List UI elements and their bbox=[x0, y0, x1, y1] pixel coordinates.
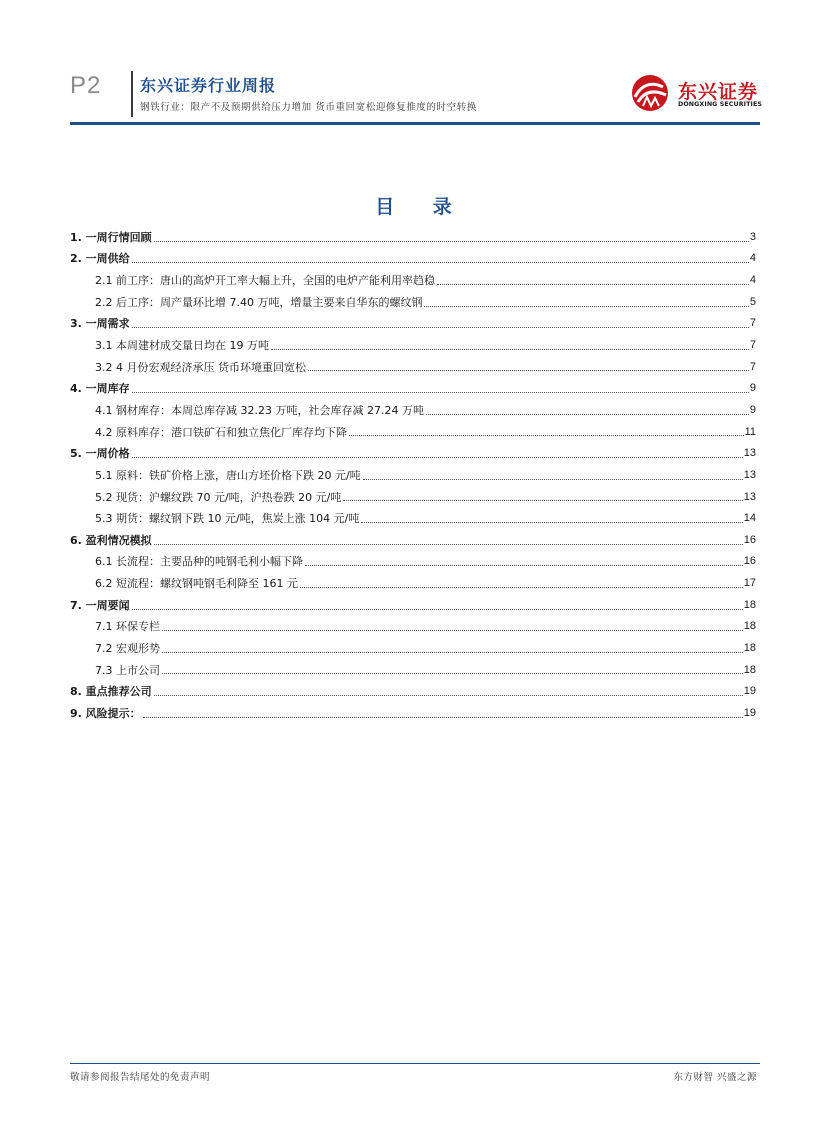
toc-entry-label: 8. 重点推荐公司 bbox=[70, 685, 152, 699]
toc-subsection-link[interactable] bbox=[70, 659, 756, 681]
toc-entry-label: 2.1 前工序：唐山的高炉开工率大幅上升，全国的电炉产能利用率趋稳 bbox=[95, 274, 435, 288]
toc-page-number: 3 bbox=[749, 230, 756, 243]
toc-section-link[interactable] bbox=[70, 680, 756, 702]
header-rule bbox=[70, 122, 760, 125]
toc-page-number: 9 bbox=[749, 403, 756, 416]
footer-disclaimer: 敬请参阅报告结尾处的免责声明 bbox=[70, 1072, 211, 1083]
toc-leader-dots bbox=[132, 326, 749, 328]
toc-leader-dots bbox=[361, 521, 742, 523]
toc-entry-label: 4.1 钢材库存：本周总库存减 32.23 万吨，社会库存减 27.24 万吨 bbox=[95, 403, 424, 417]
toc-section-link[interactable] bbox=[70, 594, 756, 616]
toc-entry-label: 9. 风险提示： bbox=[70, 706, 141, 720]
toc-subsection-link[interactable] bbox=[70, 486, 756, 508]
page-header bbox=[0, 0, 827, 130]
toc-page-number: 18 bbox=[743, 641, 756, 654]
report-subtitle: 钢铁行业：限产不及预期供给压力增加 货币重回宽松迎修复推度的时空转换 bbox=[140, 102, 477, 113]
header-divider bbox=[131, 71, 133, 117]
company-logo bbox=[629, 73, 762, 113]
toc-page-number: 14 bbox=[743, 512, 756, 525]
toc-entry-label: 1. 一周行情回顾 bbox=[70, 230, 152, 244]
toc-entry-label: 6.1 长流程：主要品种的吨钢毛利小幅下降 bbox=[95, 555, 303, 569]
toc-page-number: 18 bbox=[743, 620, 756, 633]
toc-leader-dots bbox=[349, 434, 744, 436]
toc-leader-dots bbox=[343, 499, 742, 501]
toc-leader-dots bbox=[132, 608, 743, 610]
toc-page-number: 4 bbox=[749, 252, 756, 265]
footer-rule bbox=[70, 1063, 760, 1064]
toc-page-number: 13 bbox=[743, 490, 756, 503]
toc-entry-label: 2. 一周供给 bbox=[70, 252, 130, 266]
toc-page-number: 13 bbox=[743, 447, 756, 460]
toc-section-link[interactable] bbox=[70, 377, 756, 399]
toc-leader-dots bbox=[300, 586, 743, 588]
toc-leader-dots bbox=[132, 391, 749, 393]
toc-page-number: 19 bbox=[743, 706, 756, 719]
toc-leader-dots bbox=[162, 651, 743, 653]
toc-subsection-link[interactable] bbox=[70, 291, 756, 313]
toc-entry-label: 2.2 后工序：周产量环比增 7.40 万吨，增量主要来自华东的螺纹钢 bbox=[95, 295, 423, 309]
toc-leader-dots bbox=[426, 413, 749, 415]
toc-section-link[interactable] bbox=[70, 442, 756, 464]
toc-leader-dots bbox=[154, 543, 743, 545]
toc-page-number: 11 bbox=[744, 425, 756, 438]
toc-entry-label: 6. 盈利情况模拟 bbox=[70, 533, 152, 547]
toc-subsection-link[interactable] bbox=[70, 421, 756, 443]
toc-entry-label: 3.2 4 月份宏观经济承压 货币环境重回宽松 bbox=[95, 360, 306, 374]
toc-page-number: 13 bbox=[743, 468, 756, 481]
toc-subsection-link[interactable] bbox=[70, 464, 756, 486]
toc-page-number: 7 bbox=[749, 360, 756, 373]
toc-page-number: 17 bbox=[743, 577, 756, 590]
toc-page-number: 9 bbox=[749, 382, 756, 395]
toc-leader-dots bbox=[132, 456, 743, 458]
toc-leader-dots bbox=[271, 348, 749, 350]
toc-entry-label: 5.2 现货：沪螺纹跌 70 元/吨，沪热卷跌 20 元/吨 bbox=[95, 490, 342, 504]
toc-entry-label: 5.3 期货：螺纹钢下跌 10 元/吨，焦炭上涨 104 元/吨 bbox=[95, 512, 360, 526]
toc-leader-dots bbox=[162, 629, 743, 631]
toc-entry-label: 4.2 原料库存：港口铁矿石和独立焦化厂库存均下降 bbox=[95, 425, 347, 439]
toc-section-link[interactable] bbox=[70, 226, 756, 248]
toc-subsection-link[interactable] bbox=[70, 637, 756, 659]
toc-leader-dots bbox=[154, 240, 749, 242]
footer-slogan: 东方财智 兴盛之源 bbox=[673, 1072, 757, 1083]
logo-text-en: DONGXING SECURITIES bbox=[678, 101, 762, 108]
page-number: P2 bbox=[70, 72, 102, 99]
toc-entry-label: 6.2 短流程：螺纹钢吨钢毛利降至 161 元 bbox=[95, 577, 298, 591]
toc-leader-dots bbox=[132, 261, 749, 263]
toc-section-link[interactable] bbox=[70, 313, 756, 335]
toc-subsection-link[interactable] bbox=[70, 356, 756, 378]
toc-subsection-link[interactable] bbox=[70, 551, 756, 573]
report-title: 东兴证券行业周报 bbox=[140, 76, 277, 95]
toc-section-link[interactable] bbox=[70, 248, 756, 270]
toc-subsection-link[interactable] bbox=[70, 572, 756, 594]
toc-section-link[interactable] bbox=[70, 702, 756, 724]
toc-leader-dots bbox=[308, 369, 749, 371]
toc-page-number: 19 bbox=[743, 685, 756, 698]
table-of-contents bbox=[70, 226, 756, 724]
toc-entry-label: 7.2 宏观形势 bbox=[95, 641, 160, 655]
toc-leader-dots bbox=[437, 283, 749, 285]
toc-page-number: 5 bbox=[749, 295, 756, 308]
toc-entry-label: 5.1 原料：铁矿价格上涨，唐山方坯价格下跌 20 元/吨 bbox=[95, 468, 361, 482]
toc-subsection-link[interactable] bbox=[70, 507, 756, 529]
toc-entry-label: 7.1 环保专栏 bbox=[95, 620, 160, 634]
toc-page-number: 18 bbox=[743, 598, 756, 611]
toc-subsection-link[interactable] bbox=[70, 399, 756, 421]
toc-subsection-link[interactable] bbox=[70, 334, 756, 356]
toc-page-number: 4 bbox=[749, 274, 756, 287]
toc-entry-label: 7.3 上市公司 bbox=[95, 663, 160, 677]
toc-leader-dots bbox=[143, 716, 743, 718]
toc-leader-dots bbox=[154, 694, 743, 696]
toc-entry-label: 7. 一周要闻 bbox=[70, 598, 130, 612]
toc-leader-dots bbox=[162, 672, 743, 674]
toc-entry-label: 4. 一周库存 bbox=[70, 382, 130, 396]
toc-section-link[interactable] bbox=[70, 529, 756, 551]
toc-page-number: 16 bbox=[743, 533, 756, 546]
toc-entry-label: 3.1 本周建材成交量日均在 19 万吨 bbox=[95, 339, 269, 353]
toc-leader-dots bbox=[424, 305, 748, 307]
toc-subsection-link[interactable] bbox=[70, 616, 756, 638]
toc-entry-label: 3. 一周需求 bbox=[70, 317, 130, 331]
toc-entry-label: 5. 一周价格 bbox=[70, 447, 130, 461]
toc-page-number: 7 bbox=[749, 317, 756, 330]
toc-page-number: 16 bbox=[743, 555, 756, 568]
toc-leader-dots bbox=[363, 478, 743, 480]
logo-text-cn: 东兴证券 bbox=[678, 81, 759, 103]
toc-leader-dots bbox=[305, 564, 743, 566]
toc-page-number: 18 bbox=[743, 663, 756, 676]
toc-page-number: 7 bbox=[749, 339, 756, 352]
toc-subsection-link[interactable] bbox=[70, 269, 756, 291]
logo-mark-icon bbox=[629, 73, 673, 113]
toc-title: 目 录 bbox=[375, 196, 468, 218]
